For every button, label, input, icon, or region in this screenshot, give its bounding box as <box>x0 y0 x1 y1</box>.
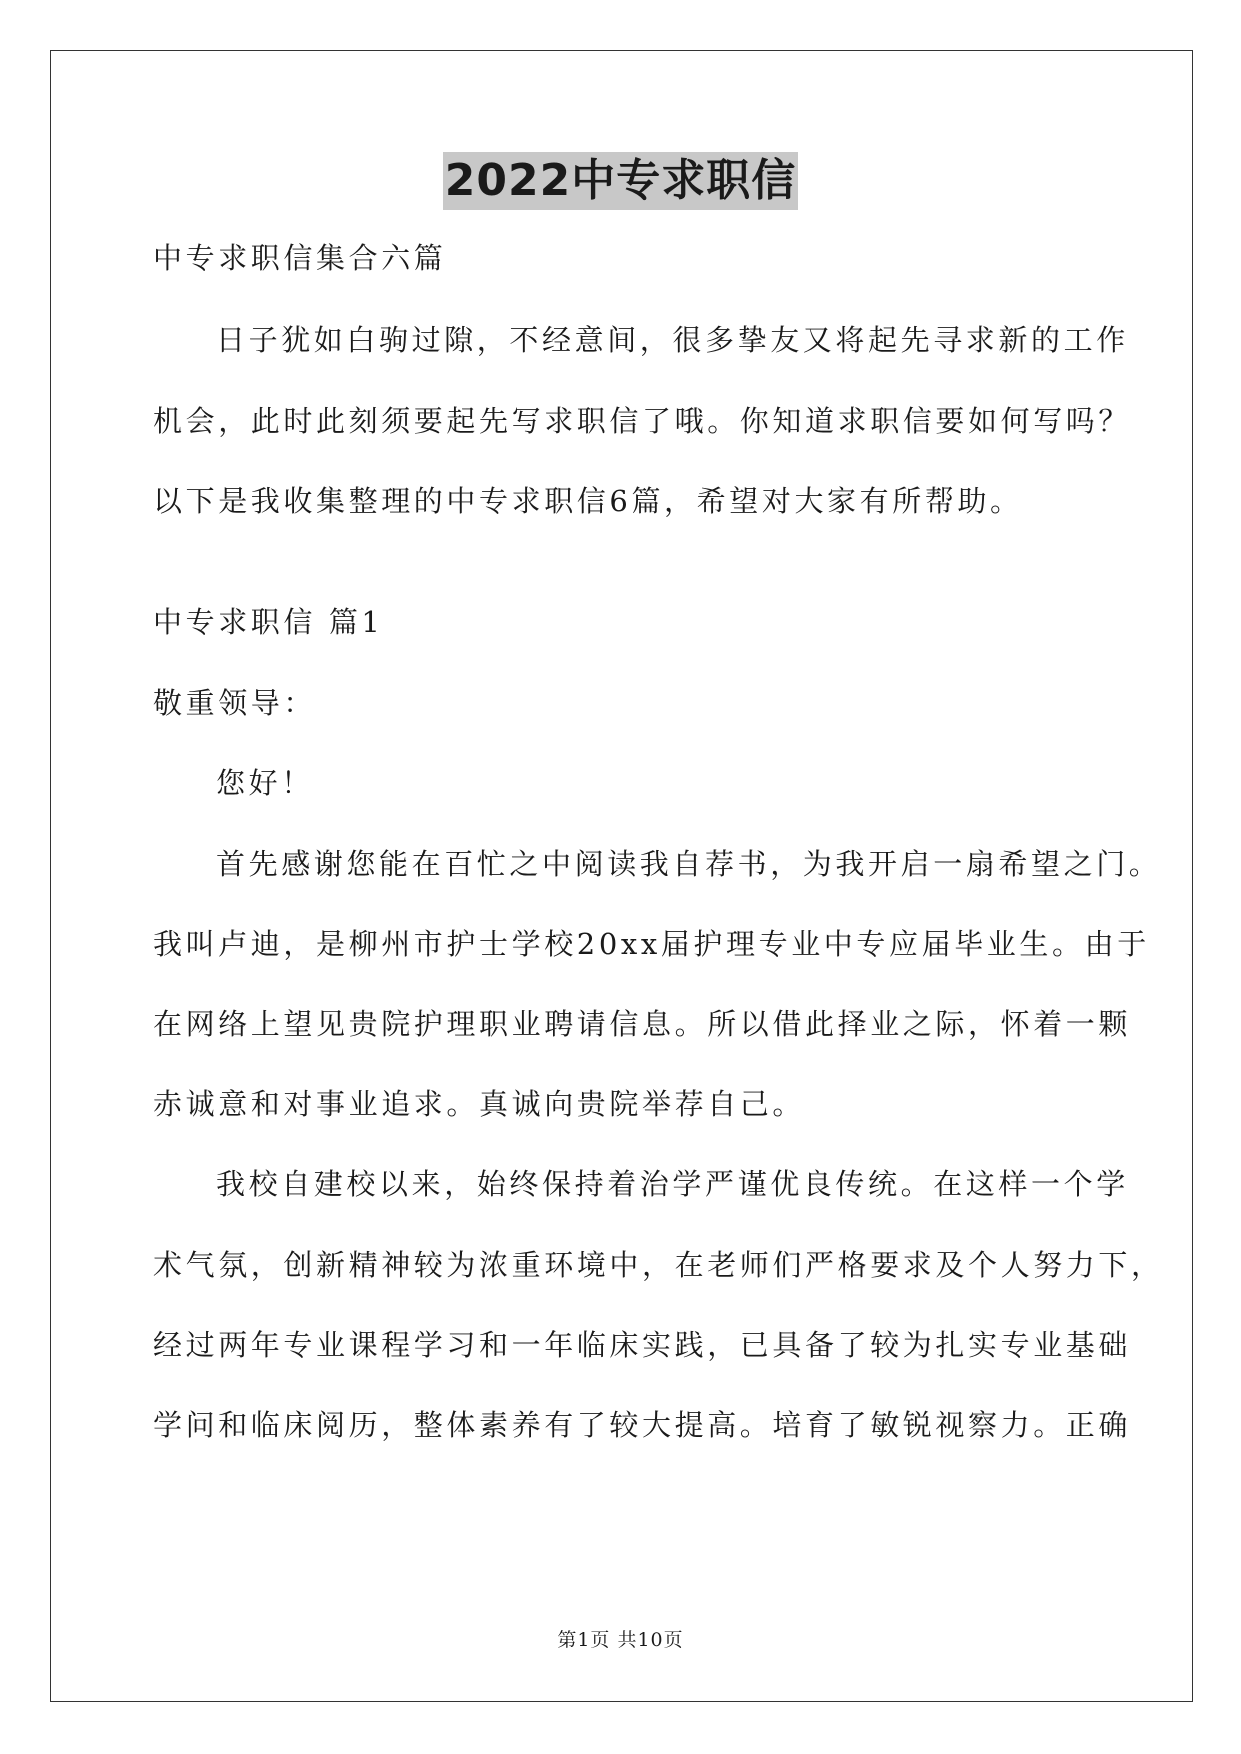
intro-line-1: 日子犹如白驹过隙，不经意间，很多挚友又将起先寻求新的工作 <box>216 323 1129 357</box>
paragraph2-line-4: 学问和临床阅历，整体素养有了较大提高。培育了敏锐视察力。正确 <box>153 1408 1132 1442</box>
paragraph1-line-1: 首先感谢您能在百忙之中阅读我自荐书，为我开启一扇希望之门。 <box>216 847 1162 881</box>
subtitle: 中专求职信集合六篇 <box>153 241 447 275</box>
paragraph1-line-2: 我叫卢迪，是柳州市护士学校20xx届护理专业中专应届毕业生。由于 <box>153 927 1150 961</box>
paragraph1-line-3: 在网络上望见贵院护理职业聘请信息。所以借此择业之际，怀着一颗 <box>153 1007 1132 1041</box>
greeting: 您好！ <box>216 766 314 800</box>
intro-line-2: 机会，此时此刻须要起先写求职信了哦。你知道求职信要如何写吗？ <box>153 404 1132 438</box>
document-title: 2022中专求职信 <box>443 152 798 210</box>
section-heading: 中专求职信 篇1 <box>153 605 384 639</box>
salutation: 敬重领导： <box>153 686 317 720</box>
page-footer: 第1页 共10页 <box>557 1629 684 1651</box>
intro-line-3: 以下是我收集整理的中专求职信6篇，希望对大家有所帮助。 <box>153 484 1023 518</box>
title-container <box>0 152 1241 210</box>
paragraph2-line-1: 我校自建校以来，始终保持着治学严谨优良传统。在这样一个学 <box>216 1167 1129 1201</box>
paragraph1-line-4: 赤诚意和对事业追求。真诚向贵院举荐自己。 <box>153 1087 806 1121</box>
paragraph2-line-2: 术气氛，创新精神较为浓重环境中，在老师们严格要求及个人努力下， <box>153 1248 1164 1282</box>
paragraph2-line-3: 经过两年专业课程学习和一年临床实践，已具备了较为扎实专业基础 <box>153 1328 1132 1362</box>
